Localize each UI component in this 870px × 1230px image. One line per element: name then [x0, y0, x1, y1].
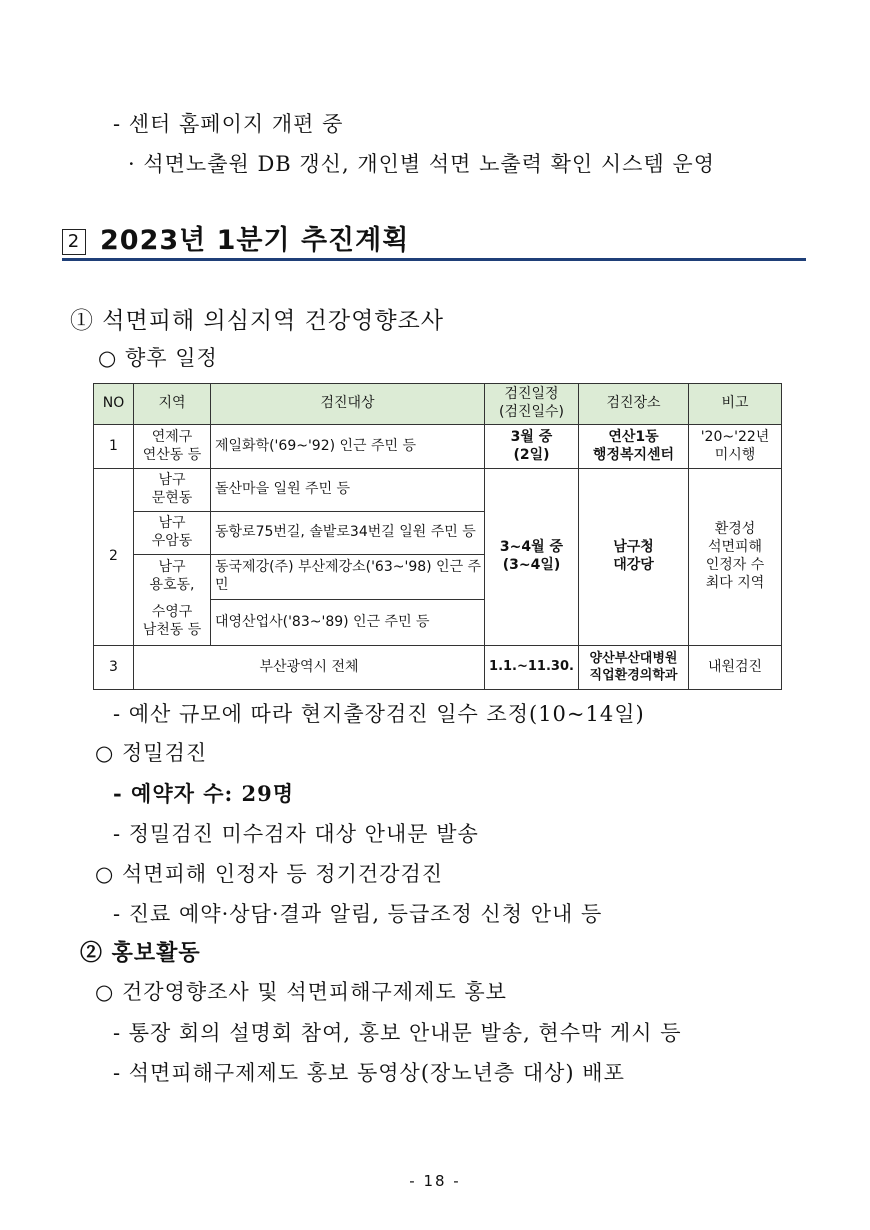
intro-line-2: · 석면노출원 DB 갱신, 개인별 석면 노출력 확인 시스템 운영	[128, 152, 715, 176]
row1-note: '20~'22년 미시행	[689, 425, 782, 469]
row2-no: 2	[94, 469, 134, 646]
budget-note: - 예산 규모에 따라 현지출장검진 일수 조정(10~14일)	[113, 702, 645, 726]
table-row	[94, 425, 782, 469]
header-target: 검진대상	[211, 384, 485, 425]
intro-line-1: - 센터 홈페이지 개편 중	[113, 112, 344, 136]
row2-target-2: 동항로75번길, 솔밭로34번길 일원 주민 등	[211, 512, 485, 555]
row2-region-1: 남구 문현동	[134, 469, 211, 512]
detailed-exam-heading: ○ 정밀검진	[95, 741, 208, 765]
table-header-row	[94, 384, 782, 425]
row2-target-3: 동국제강(주) 부산제강소('63~'98) 인근 주민	[211, 555, 485, 600]
header-date: 검진일정 (검진일수)	[485, 384, 579, 425]
row1-no: 1	[94, 425, 134, 469]
header-note: 비고	[689, 384, 782, 425]
page-number: - 18 -	[409, 1172, 461, 1190]
item2-sub: ○ 건강영향조사 및 석면피해구제제도 홍보	[95, 980, 507, 1004]
item2-bullet-2: - 석면피해구제제도 홍보 동영상(장노년층 대상) 배포	[113, 1061, 625, 1085]
row3-place: 양산부산대병원 직업환경의학과	[579, 646, 689, 690]
row3-note: 내원검진	[689, 646, 782, 690]
row2-target-1: 돌산마을 일원 주민 등	[211, 469, 485, 512]
table-row	[94, 646, 782, 690]
schedule-table	[93, 383, 782, 690]
row1-date: 3월 중 (2일)	[485, 425, 579, 469]
table-row	[94, 469, 782, 512]
section-heading	[62, 218, 409, 257]
row3-target: 부산광역시 전체	[134, 646, 485, 690]
row2-note: 환경성 석면피해 인정자 수 최다 지역	[689, 469, 782, 646]
row2-region-2: 남구 우암동	[134, 512, 211, 555]
row3-no: 3	[94, 646, 134, 690]
header-region: 지역	[134, 384, 211, 425]
row1-target: 제일화학('69~'92) 인근 주민 등	[211, 425, 485, 469]
schedule-subheading: ○ 향후 일정	[98, 346, 218, 370]
row1-region: 연제구 연산동 등	[134, 425, 211, 469]
row2-date: 3~4월 중 (3~4일)	[485, 469, 579, 646]
section-underline	[62, 258, 806, 261]
item1-title: ① 석면피해 의심지역 건강영향조사	[70, 308, 444, 334]
row2-region-3: 남구 용호동,	[134, 555, 211, 600]
row1-place: 연산1동 행정복지센터	[579, 425, 689, 469]
unexamined-notice: - 정밀검진 미수검자 대상 안내문 발송	[113, 822, 479, 846]
row2-target-4: 대영산업사('83~'89) 인근 주민 등	[211, 600, 485, 646]
section-number-box: 2	[62, 229, 86, 255]
section-title: 2023년 1분기 추진계획	[100, 225, 410, 256]
header-no: NO	[94, 384, 134, 425]
item2-title: ② 홍보활동	[80, 940, 201, 966]
regular-exam-heading: ○ 석면피해 인정자 등 정기건강검진	[95, 862, 444, 886]
row3-date: 1.1.~11.30.	[485, 646, 579, 690]
header-place: 검진장소	[579, 384, 689, 425]
row2-place: 남구청 대강당	[579, 469, 689, 646]
item2-bullet-1: - 통장 회의 설명회 참여, 홍보 안내문 발송, 현수막 게시 등	[113, 1021, 682, 1045]
row2-region-4: 수영구 남천동 등	[134, 600, 211, 646]
reserved-count: - 예약자 수: 29명	[113, 781, 295, 806]
care-line: - 진료 예약·상담·결과 알림, 등급조정 신청 안내 등	[113, 902, 603, 926]
